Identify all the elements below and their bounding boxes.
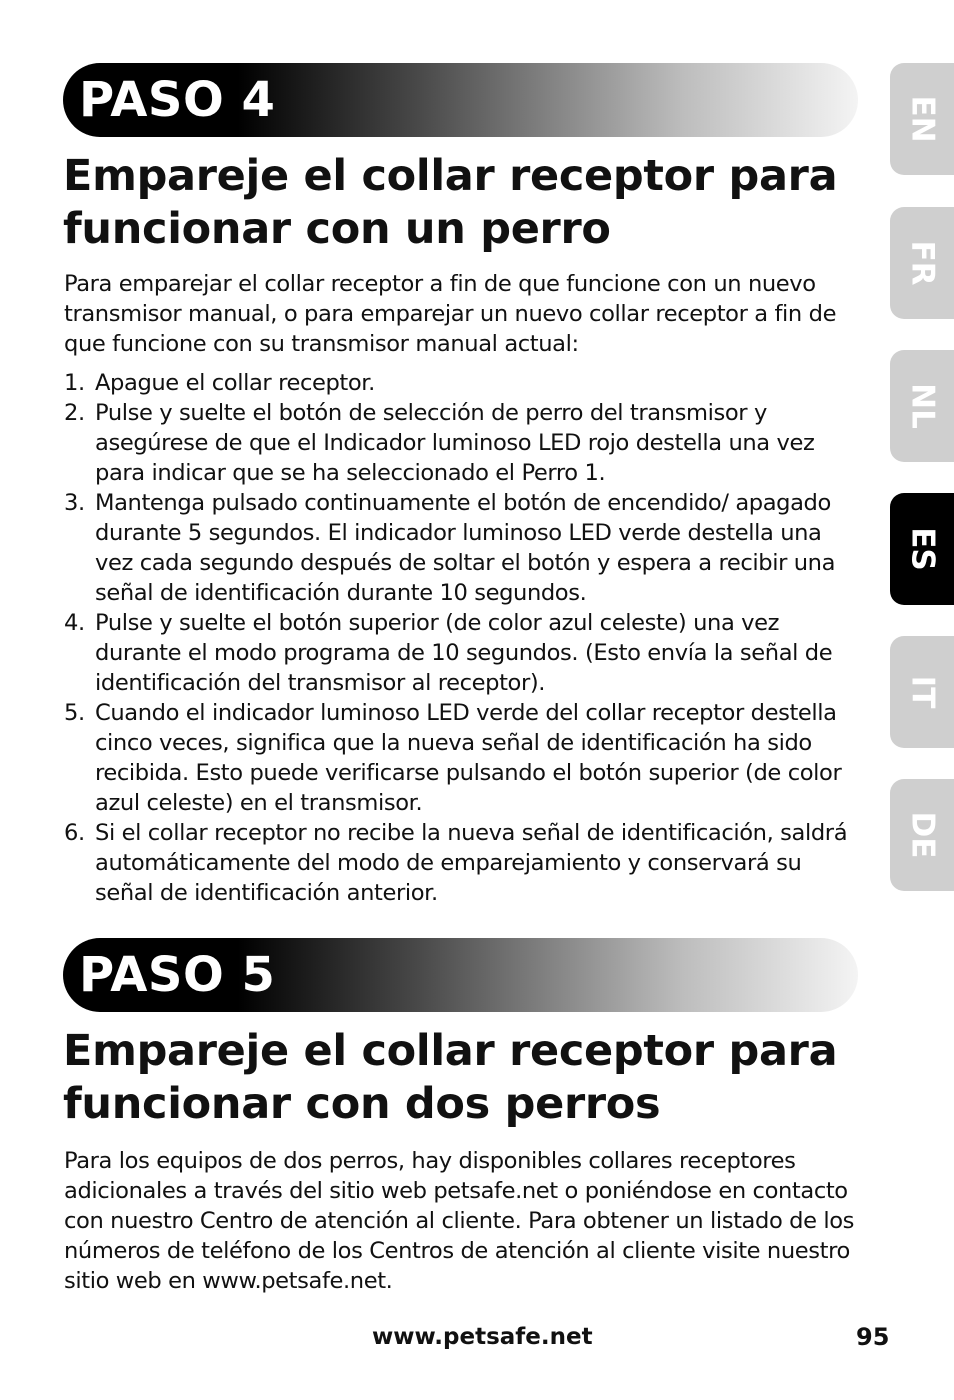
lang-tab-en[interactable]	[890, 63, 954, 175]
footer-url: www.petsafe.net	[372, 1324, 593, 1350]
step-number: 1.	[64, 370, 85, 396]
lang-tab-label: FR	[904, 240, 941, 286]
intro-paragraph: Para emparejar el collar receptor a fin de que funcione con un nuevo transmisor manual, o para emparejar un nuevo collar receptor a fin de que funcione con su transmisor manual actual:	[64, 271, 837, 357]
step-number: 3.	[64, 490, 85, 516]
lang-tab-de[interactable]	[890, 779, 954, 891]
list-item	[64, 698, 864, 818]
step-number: 2.	[64, 400, 85, 426]
section-title	[63, 1025, 863, 1131]
step-banner	[63, 63, 858, 137]
lang-tab-label: EN	[904, 95, 941, 143]
list-item	[64, 608, 864, 698]
step-label: PASO 5	[79, 947, 276, 1003]
step-text: Mantenga pulsado continuamente el botón de encendido/ apagado durante 5 segundos. El indicador luminoso LED verde destella una vez cada segundo después de soltar el botón y espera a recibir una señal de identificación durante 10 segundos.	[95, 490, 836, 606]
lang-tab-label: IT	[904, 675, 941, 709]
lang-tab-label: NL	[904, 383, 941, 429]
page-number: 95	[856, 1323, 890, 1351]
section-title	[63, 150, 863, 256]
lang-tab-label: DE	[904, 811, 941, 859]
section-title-line: Empareje el collar receptor para	[63, 1026, 838, 1076]
lang-tab-fr[interactable]	[890, 207, 954, 319]
list-item	[64, 398, 864, 488]
step-number: 6.	[64, 820, 85, 846]
step-banner	[63, 938, 858, 1012]
section-title-line: funcionar con dos perros	[63, 1079, 661, 1129]
language-tabs	[890, 0, 954, 1400]
list-item	[64, 368, 864, 398]
section-title-line: funcionar con un perro	[63, 204, 611, 254]
step-text: Apague el collar receptor.	[95, 370, 375, 396]
lang-tab-es[interactable]	[890, 493, 954, 605]
lang-tab-it[interactable]	[890, 636, 954, 748]
step-text: Si el collar receptor no recibe la nueva señal de identificación, saldrá automáticamente del modo de emparejamiento y conservará su señal de identificación anterior.	[95, 820, 848, 906]
step-text: Cuando el indicador luminoso LED verde del collar receptor destella cinco veces, significa que la nueva señal de identificación ha sido recibida. Esto puede verificarse pulsando el botón superior (de color azul celeste) en el transmisor.	[95, 700, 842, 816]
step-text: Pulse y suelte el botón superior (de color azul celeste) una vez durante el modo programa de 10 segundos. (Esto envía la señal de identificación del transmisor al receptor).	[95, 610, 833, 696]
steps-list	[64, 368, 864, 908]
step-label: PASO 4	[79, 72, 276, 128]
step-number: 4.	[64, 610, 85, 636]
list-item	[64, 488, 864, 608]
intro-paragraph: Para los equipos de dos perros, hay disponibles collares receptores adicionales a través del sitio web petsafe.net o poniéndose en contacto con nuestro Centro de atención al cliente. Para obtener un listado de los números de teléfono de los Centros de atención al cliente visite nuestro sitio web en www.petsafe.net.	[64, 1148, 855, 1294]
section-title-line: Empareje el collar receptor para	[63, 151, 838, 201]
step-text: Pulse y suelte el botón de selección de perro del transmisor y asegúrese de que el Indicador luminoso LED rojo destella una vez para indicar que se ha seleccionado el Perro 1.	[95, 400, 815, 486]
lang-tab-label: ES	[904, 527, 941, 571]
list-item	[64, 818, 864, 908]
step-number: 5.	[64, 700, 85, 726]
lang-tab-nl[interactable]	[890, 350, 954, 462]
